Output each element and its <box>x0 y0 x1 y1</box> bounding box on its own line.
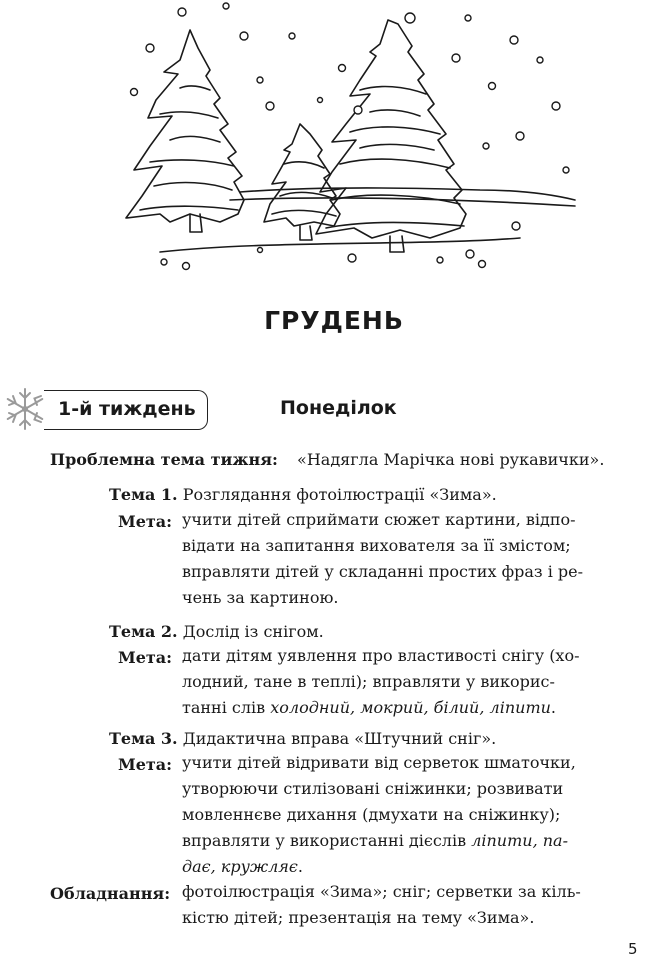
topic-2-goal <box>182 643 638 721</box>
snowy-fir-trees-illustration <box>120 0 580 280</box>
goal-line: вправляти дітей у складанні простих фраз і ре- <box>182 562 584 581</box>
equipment-line: кістю дітей; презентація на тему «Зима». <box>182 908 535 927</box>
goal-line: мовленнєве дихання (дмухати на сніжинку); <box>182 805 561 824</box>
goal-line <box>182 854 638 880</box>
month-title: ГРУДЕНЬ <box>264 306 404 335</box>
goal-line <box>182 828 638 854</box>
snowflake-icon <box>2 386 48 432</box>
goal-text: . <box>550 698 557 717</box>
day-title: Понеділок <box>280 397 397 419</box>
equipment-label: Обладнання: <box>50 884 171 903</box>
goal-italic-words: холодний, мокрий, білий, ліпити <box>270 698 551 717</box>
topic-3-title: Дидактична вправа «Штучний сніг». <box>182 729 497 748</box>
topic-2-label: Тема 2. <box>109 622 178 641</box>
goal-line: учити дітей відривати від серветок шматочки, <box>182 753 576 772</box>
topic-2-title: Дослід із снігом. <box>182 622 324 641</box>
topic-3 <box>109 729 496 748</box>
goal-line: відати на запитання вихователя за її змістом; <box>182 536 571 555</box>
topic-1-title: Розглядання фотоілюстрації «Зима». <box>182 485 497 504</box>
equipment-line: фотоілюстрація «Зима»; сніг; серветки за кіль- <box>182 882 581 901</box>
equipment-text <box>182 879 638 931</box>
goal-line <box>182 695 638 721</box>
topic-3-goal <box>182 750 638 880</box>
problem-topic <box>50 450 604 469</box>
goal-line: учити дітей сприймати сюжет картини, відпо- <box>182 510 576 529</box>
topic-3-label: Тема 3. <box>109 729 178 748</box>
topic-1-goal-label: Мета: <box>118 512 173 531</box>
problem-topic-text: «Надягла Марічка нові рукавички». <box>297 450 605 469</box>
goal-line: чень за картиною. <box>182 588 339 607</box>
topic-1 <box>109 485 497 504</box>
goal-line: лодний, тане в теплі); вправляти у викорис- <box>182 672 555 691</box>
topic-3-goal-label: Мета: <box>118 755 173 774</box>
topic-2 <box>109 622 324 641</box>
page-number: 5 <box>628 940 638 958</box>
goal-italic-words: дає, кружляє <box>182 857 298 876</box>
goal-text: . <box>297 857 303 876</box>
week-badge: 1-й тиждень <box>44 390 208 430</box>
topic-2-goal-label: Мета: <box>118 648 173 667</box>
goal-text: танні слів <box>182 698 271 717</box>
topic-1-label: Тема 1. <box>109 485 178 504</box>
problem-topic-label: Проблемна тема тижня: <box>50 450 278 469</box>
goal-line: дати дітям уявлення про властивості снігу (хо- <box>182 646 580 665</box>
goal-italic-words: ліпити, па- <box>471 831 568 850</box>
goal-text: вправляти у використанні дієслів <box>182 831 472 850</box>
goal-line: утворюючи стилізовані сніжинки; розвивати <box>182 779 564 798</box>
topic-1-goal <box>182 507 638 611</box>
